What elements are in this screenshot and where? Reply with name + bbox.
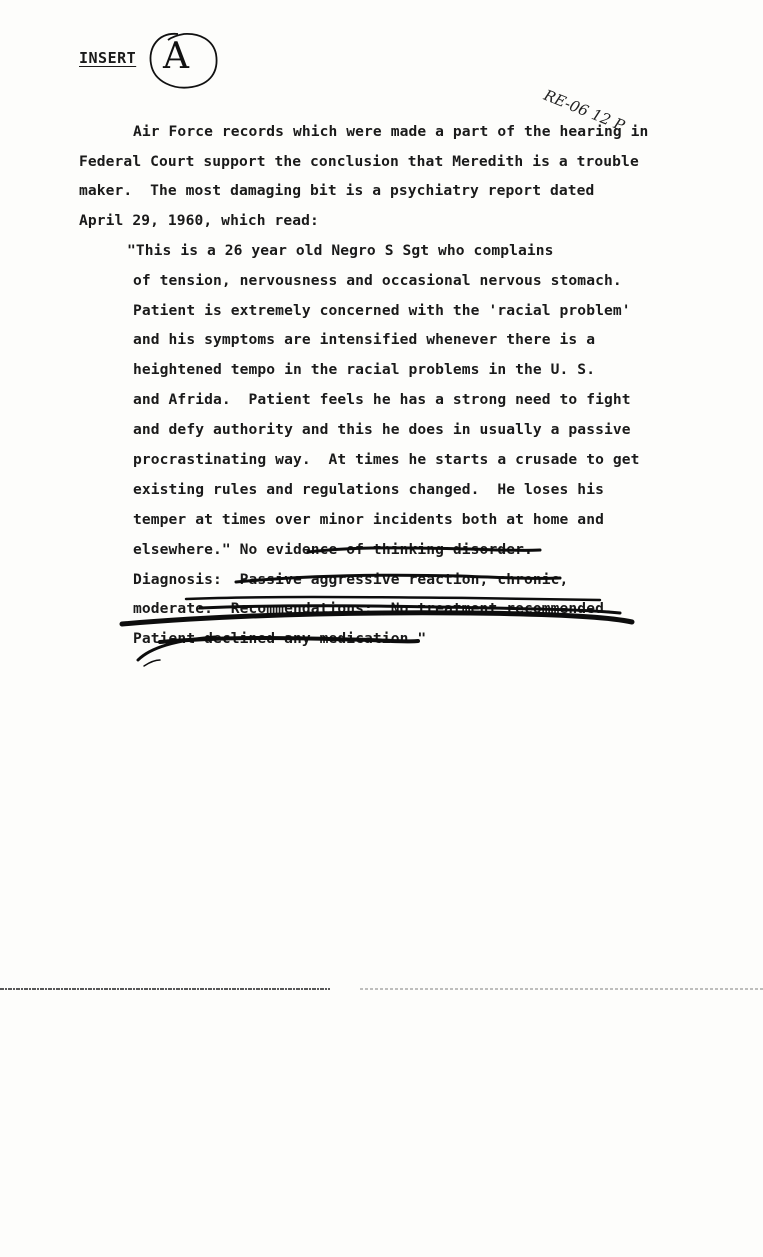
quote-line: procrastinating way. At times he starts a crusade to get [133, 451, 640, 468]
insert-label: INSERT [79, 49, 137, 67]
quote-line: heightened tempo in the racial problems in the U. S. [133, 361, 596, 378]
para1-line: April 29, 1960, which read: [79, 212, 319, 229]
quote-line: existing rules and regulations changed. He loses his [133, 481, 604, 498]
quote-line: and Afrida. Patient feels he has a strong need to fight [133, 391, 631, 408]
quote-line: elsewhere." No evidence of thinking disorder. [133, 541, 533, 558]
quote-line: temper at times over minor incidents both at home and [133, 511, 604, 528]
quote-line: and his symptoms are intensified whenever there is a [133, 331, 596, 348]
quote-line: Diagnosis: Passive aggressive reaction, chronic, [133, 571, 569, 588]
quote-line: "This is a 26 year old Negro S Sgt who complains [127, 242, 554, 259]
quote-line: of tension, nervousness and occasional nervous stomach. [133, 272, 622, 289]
handwritten-note: RE-06 12 P [541, 86, 628, 135]
para1-line: Federal Court support the conclusion that Meredith is a trouble [79, 153, 639, 170]
para1-line: Air Force records which were made a part of the hearing in [133, 123, 649, 140]
insert-letter: A [163, 36, 189, 77]
quote-line: and defy authority and this he does in usually a passive [133, 421, 631, 438]
quote-line: Patient is extremely concerned with the 'racial problem' [133, 302, 631, 319]
quote-line: moderate. Recommendations: No treatment recommended. [133, 600, 613, 617]
scan-divider-line [0, 987, 763, 991]
quote-line: Patient declined any medication." [133, 630, 427, 647]
para1-line: maker. The most damaging bit is a psychiatry report dated [79, 182, 595, 199]
